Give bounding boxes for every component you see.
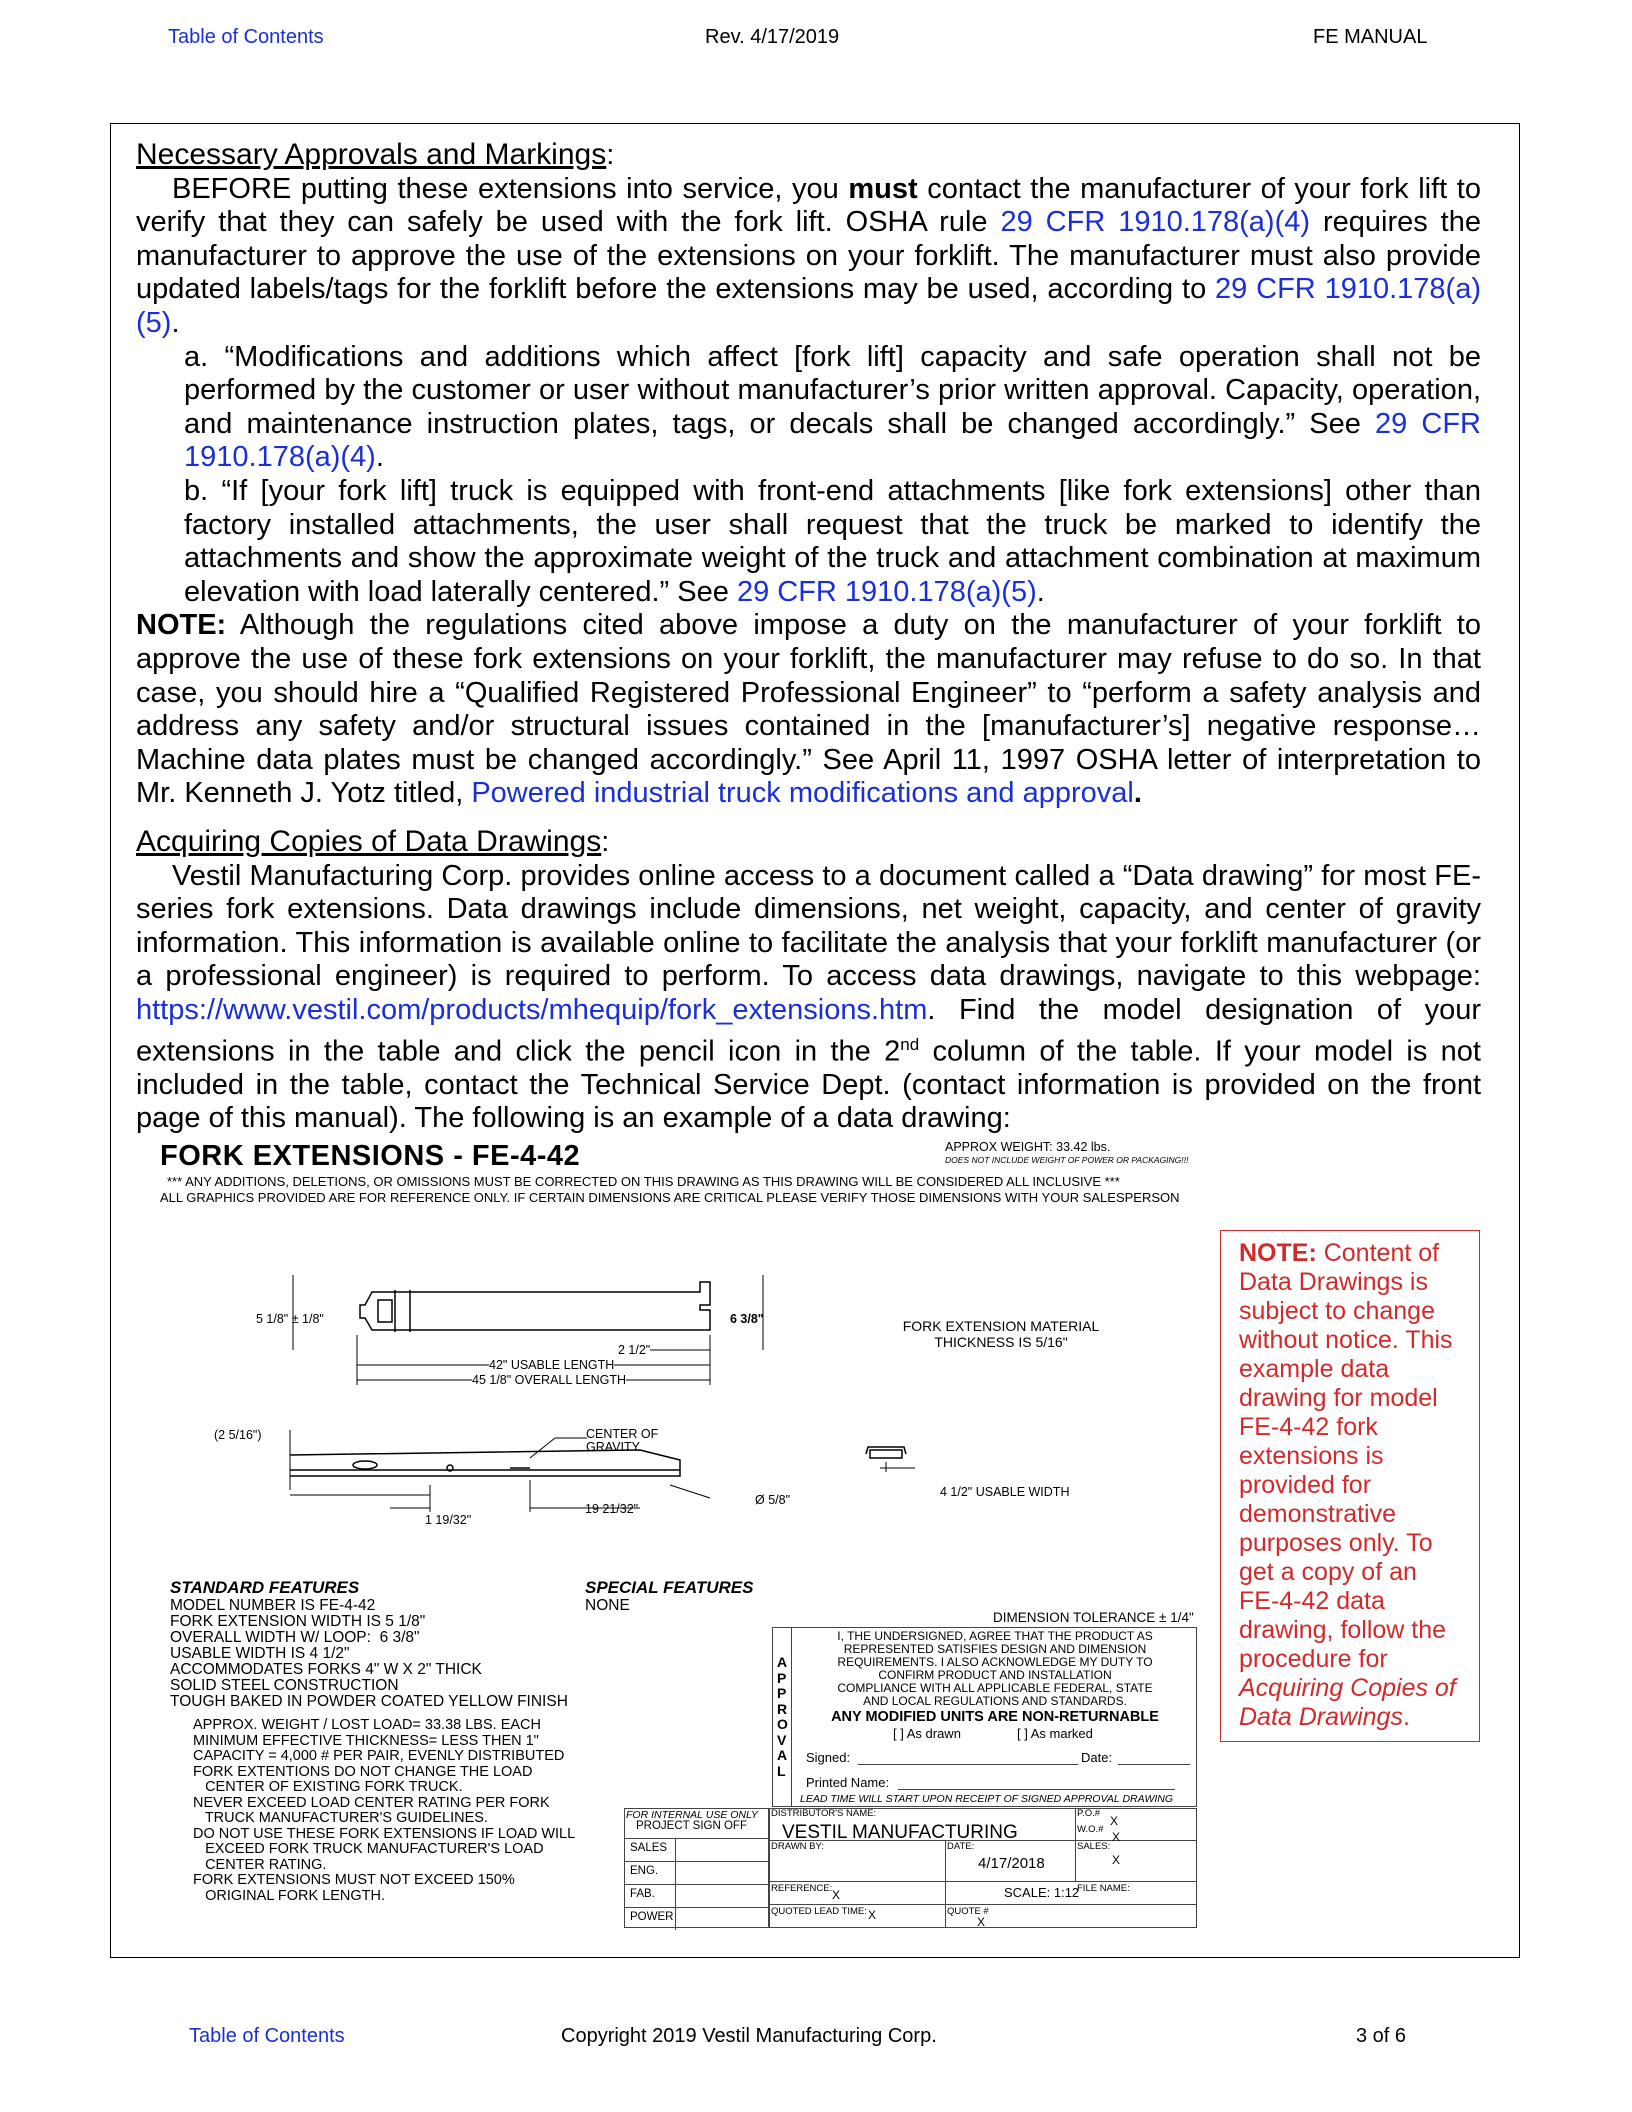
usable-width-label: 4 1/2" USABLE WIDTH — [940, 1485, 1070, 1499]
dd-text-a: Vestil Manufacturing Corp. provides online access to a document called a “Data drawing” for most FE-series fork extensions. Data drawings include dimensions, net weight, capacity, and center of gravity information. This information is available online to facilitate the analysis that your forklift manufacturer (or a professional engineer) is required to perform. To access data drawings, navigate to this webpage: — [136, 859, 1481, 993]
dim-2-5-16: (2 5/16") — [214, 1428, 262, 1442]
approval-letter: P — [777, 1685, 787, 1701]
approval-letter: A — [777, 1654, 788, 1670]
quote-value: X — [977, 1915, 986, 1929]
standard-feature-item: OVERALL WIDTH W/ LOOP: 6 3/8" — [170, 1629, 420, 1646]
date-field-label: DATE: — [947, 1841, 975, 1852]
note-end: . — [1133, 777, 1142, 810]
file-name-label: FILE NAME: — [1077, 1883, 1130, 1894]
dim-height: 6 3/8" — [730, 1312, 764, 1326]
standard-feature-note: MINIMUM EFFECTIVE THICKNESS= LESS THEN 1" — [193, 1732, 539, 1749]
p1-text-a: BEFORE putting these extensions into service, you — [172, 172, 849, 205]
quoted-lead-value: X — [868, 1908, 877, 1922]
item-b-end: . — [1036, 575, 1045, 608]
signoff-row-label: FAB. — [624, 1885, 676, 1907]
note-box-end: . — [1402, 1703, 1410, 1731]
note-box-text: Content of Data Drawings is subject to change without notice. This example data drawing for model FE-4-42 fork extensions is provided for demonstrative purposes only. To get a copy of an FE-4-42 data drawing, follow the procedure for — [1239, 1239, 1453, 1673]
drawing-approx-weight: APPROX WEIGHT: 33.42 lbs. — [945, 1140, 1111, 1154]
signoff-row — [624, 1838, 769, 1861]
wo-label: W.O.# — [1077, 1824, 1104, 1835]
reference-value: X — [832, 1888, 841, 1902]
p1-text-c: requires the manufacturer to approve the use of the extensions on your forklift. The manufacturer must also provide updated labels/tags for the forklift before the extensions may be used, according to — [136, 206, 1481, 306]
footer-page-number: 3 of 6 — [1356, 2025, 1407, 2047]
checkbox-as-drawn[interactable]: [ ] As drawn — [893, 1726, 961, 1741]
sales-value: X — [1112, 1853, 1121, 1867]
approval-statement-line: I, THE UNDERSIGNED, AGREE THAT THE PRODUCT AS — [837, 1629, 1153, 1643]
quote-label: QUOTE # — [947, 1906, 989, 1917]
approval-statement-line: REQUIREMENTS. I ALSO ACKNOWLEDGE MY DUTY TO — [837, 1655, 1153, 1669]
p1-text-d: . — [171, 306, 180, 339]
standard-feature-note: DO NOT USE THESE FORK EXTENSIONS IF LOAD WILL — [193, 1825, 576, 1842]
signoff-row — [624, 1861, 769, 1884]
signoff-row-label: ENG. — [624, 1862, 676, 1884]
link-item-a-cfr[interactable]: 29 CFR 1910.178(a)(4) — [184, 407, 1481, 474]
dimension-tolerance: DIMENSION TOLERANCE ± 1/4" — [993, 1610, 1194, 1625]
lead-time-note: LEAD TIME WILL START UPON RECEIPT OF SIGNED APPROVAL DRAWING — [800, 1793, 1174, 1805]
tb-row-divider-2 — [769, 1881, 1197, 1882]
section-heading-approvals: Necessary Approvals and Markings — [136, 138, 607, 171]
standard-feature-item: MODEL NUMBER IS FE-4-42 — [170, 1597, 376, 1614]
header-toc-link[interactable]: Table of Contents — [168, 26, 324, 48]
footer-toc-link[interactable]: Table of Contents — [189, 2025, 345, 2047]
header-revision: Rev. 4/17/2019 — [705, 26, 840, 48]
drawing-weight-note: DOES NOT INCLUDE WEIGHT OF POWER OR PACKAGING!!! — [945, 1155, 1189, 1165]
note-box-label: NOTE: — [1239, 1239, 1317, 1267]
drawing-disclaimer-1: *** ANY ADDITIONS, DELETIONS, OR OMISSIONS MUST BE CORRECTED ON THIS DRAWING AS THIS DRAWING WILL BE CONSIDERED ALL INCLUSIVE *** — [167, 1174, 1120, 1189]
date-line[interactable] — [1118, 1764, 1190, 1765]
approval-letters — [777, 1655, 788, 1779]
drawn-by-label: DRAWN BY: — [771, 1841, 824, 1852]
section-approvals: Necessary Approvals and Markings: BEFORE putting these extensions into service, you must contact the manufacturer of your fork lift to verify that they can safely be used with the fork lift. OSHA rule 29 CFR 1910.178(a)(4) requires the manufacturer to approve the use of the extensions on your forklift. The manufacturer must also provide updated labels/tags for the forklift before the extensions may be used, according to 29 CFR 1910.178(a)(5). a. “Modifications and additions which affect [fork lift] capacity and safe operation shall not be performed by the customer or user without manufacturer’s prior written approval. Capacity, operation, and maintenance instruction plates, tags, or decals shall be changed accordingly.” See 29 CFR 1910.178(a)(4). b. “If [your fork lift] truck is equipped with front-end attachments [like fork extensions] other than factory installed attachments, the user shall request that the truck be marked to identify the attachments and show the approximate weight of the truck and attachment combination at maximum elevation with load laterally centered.” See 29 CFR 1910.178(a)(5). NOTE: Although the regulations cited above impose a duty on the manufacturer of your forklift to approve the use of these fork extensions on your forklift, the manufacturer may refuse to do so. In that case, you should hire a “Qualified Registered Professional Engineer” to “perform a safety analysis and address any safety and/or structural issues contained in the [manufacturer’s] negative response…Machine data plates must be changed accordingly.” See April 11, 1997 OSHA letter of interpretation to Mr. Kenneth J. Yotz titled, Powered industrial truck modifications and approval. — [136, 138, 1481, 810]
approvals-paragraph — [136, 173, 1481, 341]
printed-name-label: Printed Name: — [806, 1775, 890, 1790]
signed-label: Signed: — [806, 1750, 851, 1765]
cog-line-2: GRAVITY — [586, 1440, 640, 1454]
dim-diameter: Ø 5/8" — [755, 1493, 791, 1507]
link-cfr-a5[interactable]: 29 CFR 1910.178(a)(5) — [136, 273, 1481, 339]
special-features-value: NONE — [585, 1597, 630, 1614]
note-text: Although the regulations cited above impose a duty on the manufacturer of your forklift to approve the use of these fork extensions on your forklift, the manufacturer may refuse to do so. In that case, you should hire a “Qualified Registered Professional Engineer” to “perform a safety analysis and address any safety and/or structural issues contained in the [manufacturer’s] negative response…Machine data plates must be changed accordingly.” See April 11, 1997 OSHA letter of interpretation to Mr. Kenneth J. Yotz titled, — [136, 609, 1481, 810]
standard-features-heading: STANDARD FEATURES — [170, 1578, 360, 1597]
approval-letter: A — [777, 1747, 788, 1763]
special-features-heading: SPECIAL FEATURES — [585, 1578, 754, 1597]
dd-sup: nd — [900, 1034, 920, 1054]
fork-extension-drawing — [150, 1250, 1130, 1550]
standard-feature-note: ORIGINAL FORK LENGTH. — [193, 1887, 386, 1904]
project-signoff-label: PROJECT SIGN OFF — [636, 1820, 747, 1832]
printed-name-line[interactable] — [898, 1789, 1175, 1790]
standard-feature-note: CENTER OF EXISTING FORK TRUCK. — [193, 1779, 463, 1795]
standard-feature-item: ACCOMMODATES FORKS 4" W X 2" THICK — [170, 1661, 482, 1678]
approval-statement-line: COMPLIANCE WITH ALL APPLICABLE FEDERAL, STATE — [837, 1681, 1153, 1695]
list-item-a — [136, 341, 1481, 475]
link-item-b-cfr[interactable]: 29 CFR 1910.178(a)(5) — [736, 575, 1037, 608]
standard-feature-note: EXCEED FORK TRUCK MANUFACTURER'S LOAD — [193, 1841, 544, 1857]
po-value: X — [1110, 1814, 1119, 1828]
tb-col-divider-3 — [945, 1904, 946, 1928]
item-b-text: b. “If [your fork lift] truck is equipped with front-end attachments [like fork extensions] other than factory installed attachments, the user shall request that the truck be marked to identify the attachments and show the approximate weight of the truck and attachment combination at maximum elevation with load laterally centered.” See — [184, 474, 1481, 608]
tb-col-divider-2 — [945, 1840, 946, 1904]
wo-value: X — [1112, 1830, 1121, 1844]
dim-width: 5 1/8" ± 1/8" — [256, 1312, 324, 1326]
standard-feature-item: SOLID STEEL CONSTRUCTION — [170, 1677, 399, 1694]
link-vestil-url[interactable]: https://www.vestil.com/products/mhequip/fork_extensions.htm — [136, 993, 928, 1026]
signoff-row — [624, 1884, 769, 1907]
tb-col-divider-1 — [1075, 1808, 1076, 1881]
footer-copyright: Copyright 2019 Vestil Manufacturing Corp. — [561, 2025, 937, 2047]
standard-feature-note: APPROX. WEIGHT / LOST LOAD= 33.38 LBS. EACH — [193, 1717, 541, 1733]
standard-feature-item: FORK EXTENSION WIDTH IS 5 1/8" — [170, 1613, 426, 1630]
sales-label: SALES: — [1077, 1841, 1111, 1852]
signoff-row-label: SALES — [624, 1839, 676, 1861]
approval-letter: O — [777, 1716, 788, 1732]
link-osha-letter[interactable]: Powered industrial truck modifications and approval — [471, 777, 1134, 810]
signoff-row — [624, 1907, 769, 1930]
dim-usable-length: 42" USABLE LENGTH — [489, 1358, 615, 1372]
standard-feature-note: CENTER RATING. — [193, 1856, 327, 1873]
item-a-text: a. “Modifications and additions which affect [fork lift] capacity and safe operation shall not be performed by the customer or user without manufacturer’s prior written approval. Capacity, operation, and maintenance instruction plates, tags, or decals shall be changed accordingly.” See — [184, 340, 1481, 440]
signoff-rows — [624, 1838, 769, 1930]
internal-use-label: FOR INTERNAL USE ONLY — [626, 1809, 758, 1821]
note-label: NOTE: — [136, 609, 227, 642]
approval-statement-line: CONFIRM PRODUCT AND INSTALLATION — [878, 1668, 1112, 1682]
approval-letter: P — [777, 1669, 787, 1686]
data-drawing-note-box — [1220, 1230, 1480, 1742]
signoff-row-label: POWER — [624, 1908, 676, 1930]
reference-label: REFERENCE: — [771, 1883, 833, 1894]
note-box-italic: Acquiring Copies of Data Drawings — [1239, 1674, 1456, 1731]
section-data-drawings: Acquiring Copies of Data Drawings: Vestil Manufacturing Corp. provides online access to a document called a “Data drawing” for most FE-series fork extensions. Data drawings include dimensions, net weight, capacity, and center of gravity information. This information is available online to facilitate the analysis that your forklift manufacturer (or a professional engineer) is required to perform. To access data drawings, navigate to this webpage: https://www.vestil.com/products/mhequip/fork_extensions.htm. Find the model designation of your extensions in the table and click the pencil icon in the 2nd column of the table. If your model is not included in the table, contact the Technical Service Dept. (contact information is provided on the front page of this manual). The following is an example of a data drawing: — [136, 825, 1481, 1135]
standard-feature-note: TRUCK MANUFACTURER'S GUIDELINES. — [193, 1810, 488, 1826]
po-label: P.O.# — [1077, 1808, 1101, 1819]
p1-text-b: contact the manufacturer of your fork lift to verify that they can safely be used with the fork lift. OSHA rule — [136, 172, 1481, 239]
cog-line-1: CENTER OF — [586, 1427, 659, 1441]
standard-feature-item: USABLE WIDTH IS 4 1/2" — [170, 1645, 350, 1662]
note-paragraph — [136, 609, 1481, 811]
list-item-b — [136, 475, 1481, 609]
tb-row-divider-3 — [769, 1904, 1197, 1905]
dd-text-b: . Find the model designation of your extensions in the table and click the pencil icon in the 2 — [136, 993, 1481, 1068]
p1-bold-must: must — [848, 172, 918, 205]
approval-statement-line: AND LOCAL REGULATIONS AND STANDARDS. — [863, 1694, 1127, 1708]
quoted-lead-label: QUOTED LEAD TIME: — [771, 1906, 867, 1917]
scale-value: SCALE: 1:12 — [1004, 1885, 1080, 1900]
date-label: Date: — [1081, 1750, 1113, 1765]
non-returnable-notice: ANY MODIFIED UNITS ARE NON-RETURNABLE — [831, 1709, 1159, 1725]
standard-feature-item: TOUGH BAKED IN POWDER COATED YELLOW FINISH — [170, 1693, 568, 1710]
material-line-2: THICKNESS IS 5/16" — [934, 1334, 1068, 1350]
center-of-gravity-label — [586, 1428, 658, 1454]
header-manual-title: FE MANUAL — [1313, 26, 1428, 48]
distributor-label: DISTRIBUTOR'S NAME: — [771, 1808, 877, 1819]
approval-letter: R — [777, 1700, 788, 1717]
link-cfr-a4[interactable]: 29 CFR 1910.178(a)(4) — [1000, 206, 1311, 239]
standard-feature-note: FORK EXTENSIONS MUST NOT EXCEED 150% — [193, 1872, 515, 1888]
signed-line[interactable] — [858, 1764, 1078, 1765]
dd-text-c: column of the table. If your model is not included in the table, contact the Technical Service Dept. (contact information is provided on the front page of this manual). The following is an example of a data drawing: — [136, 1035, 1481, 1135]
approval-letter: L — [777, 1762, 786, 1779]
dim-2-half: 2 1/2" — [618, 1343, 651, 1357]
standard-feature-note: NEVER EXCEED LOAD CENTER RATING PER FORK — [193, 1794, 550, 1811]
date-field-value: 4/17/2018 — [978, 1855, 1045, 1872]
standard-feature-note: CAPACITY = 4,000 # PER PAIR, EVENLY DISTRIBUTED — [193, 1748, 565, 1764]
section-heading-data-drawings: Acquiring Copies of Data Drawings — [136, 825, 602, 858]
drawing-disclaimer-2: ALL GRAPHICS PROVIDED ARE FOR REFERENCE ONLY. IF CERTAIN DIMENSIONS ARE CRITICAL PLEASE VERIFY THOSE DIMENSIONS WITH YOUR SALESPERSON — [160, 1190, 1180, 1205]
approval-statement-line: REPRESENTED SATISFIES DESIGN AND DIMENSION — [843, 1642, 1147, 1656]
item-a-end: . — [375, 441, 384, 474]
standard-features-list — [170, 1598, 568, 1710]
company-name: VESTIL MANUFACTURING — [782, 1822, 1018, 1843]
data-drawings-paragraph — [136, 860, 1481, 1136]
approval-letter: V — [777, 1731, 787, 1748]
dim-overall-length: 45 1/8" OVERALL LENGTH — [472, 1373, 627, 1387]
standard-feature-note: FORK EXTENTIONS DO NOT CHANGE THE LOAD — [193, 1763, 533, 1780]
approval-statement — [795, 1630, 1195, 1708]
dim-1-19-32: 1 19/32" — [425, 1513, 472, 1527]
material-note — [896, 1318, 1106, 1350]
dim-19-21-32: 19 21/32" — [585, 1502, 639, 1516]
material-line-1: FORK EXTENSION MATERIAL — [902, 1318, 1100, 1334]
standard-features-notes — [193, 1718, 575, 1904]
drawing-title: FORK EXTENSIONS - FE-4-42 — [160, 1140, 581, 1172]
checkbox-as-marked[interactable]: [ ] As marked — [1017, 1726, 1093, 1741]
